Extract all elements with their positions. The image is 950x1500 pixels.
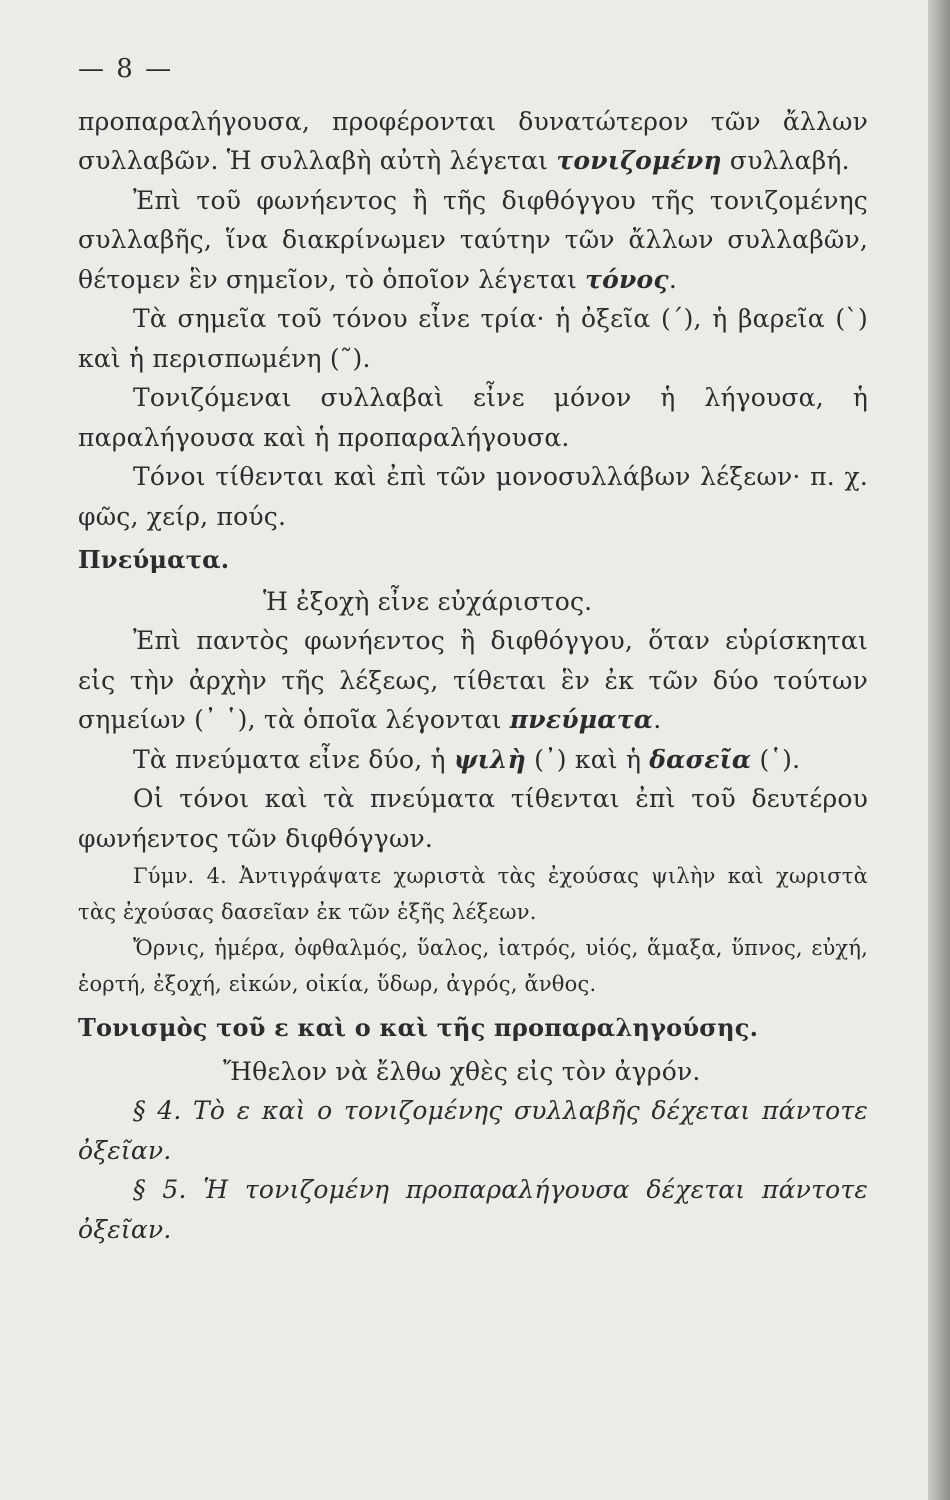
paragraph-2 [78,181,868,300]
paragraph-7 [78,621,868,740]
p1-text-a: προπαραλήγουσα, προφέρονται δυνατώτερον τῶν ἄλλων συλλαβῶν. Ἡ συλλαβὴ αὐτὴ λέγεται [78,106,868,175]
p8-text-a: Τὰ πνεύματα εἶνε δύο, ἡ [133,744,454,774]
p2-text-c: . [668,264,677,294]
p7-emphasis: πνεύματα [509,705,654,734]
p1-emphasis: τονιζομένη [556,146,722,175]
p8-text-e: (῾). [751,744,801,774]
paragraph-6: Ἡ ἐξοχὴ εἶνε εὐχάριστος. [263,586,593,616]
page-edge-shadow [928,0,950,1500]
paragraph-3: Τὰ σημεῖα τοῦ τόνου εἶνε τρία· ἡ ὀξεῖα (΄), ἡ βαρεῖα (`) καὶ ἡ περισπωμένη (῀). [78,304,868,373]
section-heading-pneumata: Πνεύματα. [78,545,230,574]
paragraph-8 [78,740,868,780]
p2-text-a: Ἐπὶ τοῦ φωνήεντος ἢ τῆς διφθόγγου τῆς τονιζομένης συλλαβῆς, ἵνα διακρίνωμεν ταύτην τῶν ἄλλων συλλαβῶν, θέτομεν ἓν σημεῖον, τὸ ὁποῖον λέγεται [78,185,868,294]
paragraph-10: Ἤθελον νὰ ἔλθω χθὲς εἰς τὸν ἀγρόν. [223,1056,701,1086]
paragraph-9: Οἱ τόνοι καὶ τὰ πνεύματα τίθενται ἐπὶ τοῦ δευτέρου φωνήεντος τῶν διφθόγγων. [78,784,868,853]
paragraph-5: Τόνοι τίθενται καὶ ἐπὶ τῶν μονοσυλλάβων λέξεων· π. χ. φῶς, χείρ, πούς. [78,462,868,531]
section-heading-tonismos: Τονισμὸς τοῦ ε καὶ ο καὶ τῆς προπαραληγούσης. [78,1013,759,1042]
rule-4: § 4. Τὸ ε καὶ ο τονιζομένης συλλαβῆς δέχεται πάντοτε ὀξεῖαν. [78,1096,868,1165]
rule-5: § 5. Ἡ τονιζομένη προπαραλήγουσα δέχεται πάντοτε ὀξεῖαν. [78,1175,868,1244]
p8-emphasis-daseia: δασεῖα [649,744,752,774]
p8-emphasis-psili: ψιλὴ [453,744,526,774]
p8-text-c: (᾿) καὶ ἡ [525,744,650,774]
exercise-words: Ὄρνις, ἡμέρα, ὀφθαλμός, ὕαλος, ἰατρός, υἱός, ἅμαξα, ὕπνος, εὐχή, ἑορτή, ἐξοχή, εἰκών, οἰκία, ὕδωρ, ἀγρός, ἄνθος. [78,936,868,996]
paragraph-1 [78,102,868,181]
exercise-instruction: Γύμν. 4. Ἀντιγράψατε χωριστὰ τὰς ἐχούσας ψιλὴν καὶ χωριστὰ τὰς ἐχούσας δασεῖαν ἐκ τῶν ἑξῆς λέξεων. [78,864,868,924]
page-text [78,50,868,1249]
p2-emphasis: τόνος [585,264,669,294]
page-number: — 8 — [78,54,174,84]
paragraph-4: Τονιζόμεναι συλλαβαὶ εἶνε μόνον ἡ λήγουσα, ἡ παραλήγουσα καὶ ἡ προπαραλήγουσα. [78,383,868,452]
p7-text-c: . [653,705,662,734]
p1-text-c: συλλαβή. [721,146,850,175]
p7-text-a: Ἐπὶ παντὸς φωνήεντος ἢ διφθόγγου, ὅταν εὑρίσκηται εἰς τὴν ἀρχὴν τῆς λέξεως, τίθεται ἓν ἐκ τῶν δύο τούτων σημείων (᾿ ῾), τὰ ὁποῖα λέγονται [78,626,868,734]
